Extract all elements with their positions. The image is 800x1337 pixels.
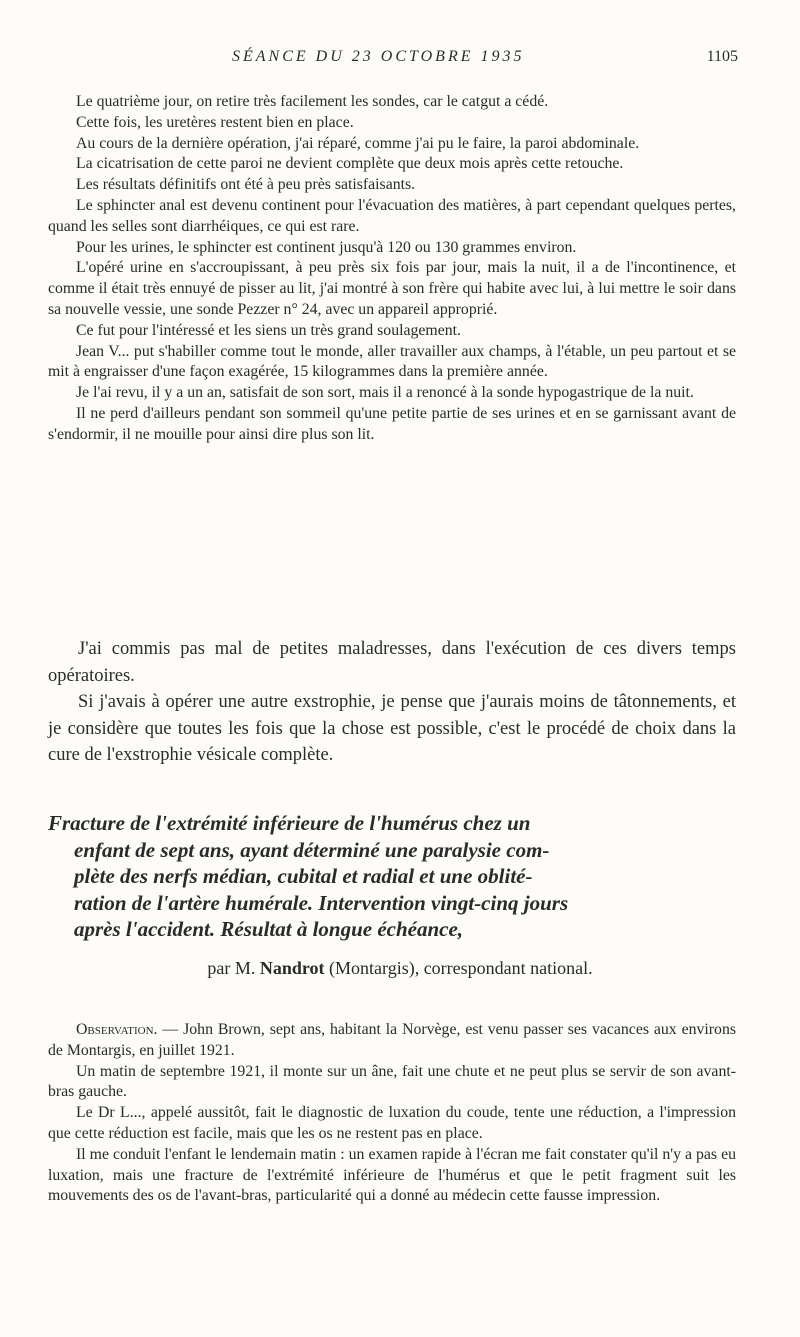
title-line: plète des nerfs médian, cubital et radial et une oblité- <box>74 864 533 888</box>
paragraph: Si j'avais à opérer une autre exstrophie, je pense que j'aurais moins de tâtonnements, et je considère que toutes les fois que la chose est possible, c'est le procédé de choix dans la cure de l'exstrophie vésicale complète. <box>48 692 736 765</box>
page-number: 1105 <box>706 48 738 65</box>
page-header <box>232 48 738 72</box>
article-title <box>48 810 738 943</box>
title-line: Fracture de l'extrémité inférieure de l'humérus chez un <box>48 811 531 835</box>
article-author <box>0 958 800 979</box>
paragraph: Jean V... put s'habiller comme tout le monde, aller travailler aux champs, à l'étable, un peu partout et se mit à engraisser d'une façon exagérée, 15 kilogrammes dans la première année. <box>48 342 736 381</box>
running-head: SÉANCE DU 23 OCTOBRE 1935 <box>232 48 525 65</box>
author-prefix: par M. <box>207 958 256 978</box>
observation-text: — John Brown, sept ans, habitant la Norvège, est venu passer ses vacances aux environs de Montargis, en juillet 1921. <box>48 1021 736 1059</box>
section-previous-article <box>48 92 736 446</box>
paragraph: L'opéré urine en s'accroupissant, à peu près six fois par jour, mais la nuit, il a de l'incontinence, et comme il était très ennuyé de pisser au lit, j'ai montré à son frère qui habite avec lui, à lui mettre le soir dans sa nouvelle vessie, une sonde Pezzer n° 24, avec un appareil approprié. <box>48 259 736 318</box>
paragraph: La cicatrisation de cette paroi ne devient complète que deux mois après cette retouche. <box>76 155 624 173</box>
author-affiliation: (Montargis), correspondant national. <box>329 958 593 978</box>
paragraph: Il me conduit l'enfant le lendemain matin : un examen rapide à l'écran me fait constater qu'il n'y a pas eu luxation, mais une fracture de l'extrémité inférieure de l'humérus et que le petit fragment suit les mouvements des os de l'avant-bras, particularité qui a donné au médecin cette fausse impression. <box>48 1145 736 1205</box>
title-line: enfant de sept ans, ayant déterminé une paralysie com- <box>74 837 550 862</box>
observation-label: Observation. <box>76 1021 158 1038</box>
paragraph: J'ai commis pas mal de petites maladresses, dans l'exécution de ces divers temps opératoires. <box>48 639 736 686</box>
paragraph: Un matin de septembre 1921, il monte sur un âne, fait une chute et ne peut plus se servir de son avant-bras gauche. <box>48 1062 736 1101</box>
title-line: après l'accident. Résultat à longue échéance, <box>74 917 464 941</box>
paragraph: Au cours de la dernière opération, j'ai réparé, comme j'ai pu le faire, la paroi abdominale. <box>76 134 640 152</box>
paragraph: Cette fois, les uretères restent bien en place. <box>76 113 354 131</box>
paragraph: Ce fut pour l'intéressé et les siens un très grand soulagement. <box>76 321 461 339</box>
title-line: ration de l'artère humérale. Intervention vingt-cinq jours <box>74 890 569 915</box>
author-name: Nandrot <box>259 958 325 978</box>
section-conclusion <box>48 636 736 769</box>
paragraph: Le quatrième jour, on retire très facilement les sondes, car le catgut a cédé. <box>76 93 549 110</box>
paragraph: Il ne perd d'ailleurs pendant son sommeil qu'une petite partie de ses urines et en se garnissant avant de s'endormir, il ne mouille pour ainsi dire plus son lit. <box>48 404 736 443</box>
paragraph: Je l'ai revu, il y a un an, satisfait de son sort, mais il a renoncé à la sonde hypogastrique de la nuit. <box>76 384 694 402</box>
paragraph: Le sphincter anal est devenu continent pour l'évacuation des matières, à part cependant quelques pertes, quand les selles sont diarrhéiques, ce qui est rare. <box>48 196 736 235</box>
section-observation <box>48 1020 736 1207</box>
paragraph: Pour les urines, le sphincter est continent jusqu'à 120 ou 130 grammes environ. <box>76 238 577 256</box>
paragraph: Les résultats définitifs ont été à peu près satisfaisants. <box>76 176 416 194</box>
paragraph: Le Dr L..., appelé aussitôt, fait le diagnostic de luxation du coude, tente une réduction, a l'impression que cette réduction est facile, mais que les os ne restent pas en place. <box>48 1104 736 1142</box>
paragraph-observation <box>48 1020 736 1062</box>
